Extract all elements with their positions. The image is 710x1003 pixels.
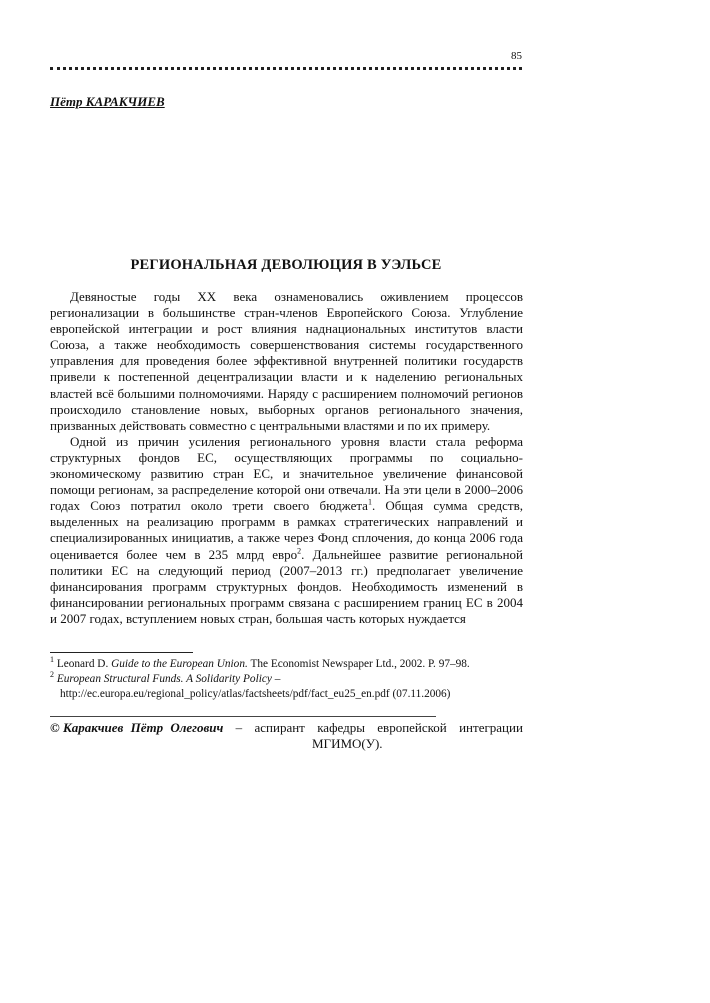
header-dotted-rule <box>50 67 522 70</box>
footnote-title: Guide to the European Union. <box>111 658 248 670</box>
author-note-word: интеграции <box>459 720 523 735</box>
footnote-title: European Structural Funds. A Solidarity Policy – <box>56 672 281 685</box>
footnote-mark: 1 <box>50 655 54 665</box>
copyright-sign: © <box>50 720 60 735</box>
footnote-publisher: The Economist Newspaper Ltd., 2002. P. 97–98. <box>250 658 470 670</box>
footnote-mark: 2 <box>50 670 54 680</box>
author-note-word: аспирант <box>254 720 305 735</box>
author-note-name-group <box>50 720 223 736</box>
footnote-ref-1: 1 <box>367 497 372 507</box>
author-affiliation: МГИМО(У). <box>312 735 383 751</box>
paragraph-2 <box>50 434 523 627</box>
footnotes <box>50 657 523 701</box>
paragraph-2-part-1: Одной из причин усиления регионального уровня власти стала реформа структурных фондов ЕС, осуществляющих программы по социально-экономическому развитию стран ЕС, и значительное увеличение финансовой помощи регионам, за распределение которой они отвечали. На эти цели в 2000–2006 годах Союз потратил около трети своего бюджета <box>50 433 523 514</box>
footnote-separator <box>50 652 193 653</box>
footnote-ref-2: 2 <box>297 546 302 556</box>
author-note-word: кафедры <box>317 720 365 735</box>
paragraph-2-part-3: . Дальнейшее развитие региональной политики ЕС на следующий период (2007–2013 гг.) предполагает увеличение финансирования программ структурных фондов. Необходимость изменений в финансировании региональных программ связана с расширением границ ЕС в 2004 и 2007 годах, вступлением новых стран, большая часть которых нуждается <box>50 546 523 626</box>
paragraph-1: Девяностые годы XX века ознаменовались оживлением процессов регионализации в большинстве стран-членов Европейского Союза. Углубление европейской интеграции и рост влияния наднациональных институтов власти Союза, а также необходимость совершенствования системы государственного управления для проведения более эффективной внутренней политики государств привели к постепенной децентрализации власти и к наделению региональных властей всё большими полномочиями. Наряду с расширением полномочий регионов происходило становление новых, выборных органов регионального значения, призванных действовать совместно с центральными властями и по их примеру. <box>50 289 523 433</box>
article-body <box>50 289 523 627</box>
footnote-url: http://ec.europa.eu/regional_policy/atlas/factsheets/pdf/fact_eu25_en.pdf (07.11.2006) <box>60 687 451 700</box>
footnote-1 <box>50 657 523 672</box>
footnote-author: Leonard D. <box>56 658 109 670</box>
paragraph-2-part-2: . Общая сумма средств, выделенных на реализацию программ в рамках стратегических направлений и специализированных инициатив, а также через Фонд сплочения, до конца 2006 года оценивается более чем в 235 млрд евро <box>50 498 523 562</box>
author-note-word: европейской <box>377 720 447 735</box>
author-header: Пётр КАРАКЧИЕВ <box>50 94 165 109</box>
author-note-line-1 <box>50 720 523 736</box>
article-title: РЕГИОНАЛЬНАЯ ДЕВОЛЮЦИЯ В УЭЛЬСЕ <box>130 257 442 273</box>
page-number: 85 <box>511 50 522 62</box>
author-note <box>50 720 523 751</box>
author-note-separator <box>50 716 436 717</box>
author-note-dash: – <box>235 720 243 735</box>
author-full-name: Каракчиев Пётр Олегович <box>62 720 224 735</box>
footnote-2 <box>50 672 523 687</box>
